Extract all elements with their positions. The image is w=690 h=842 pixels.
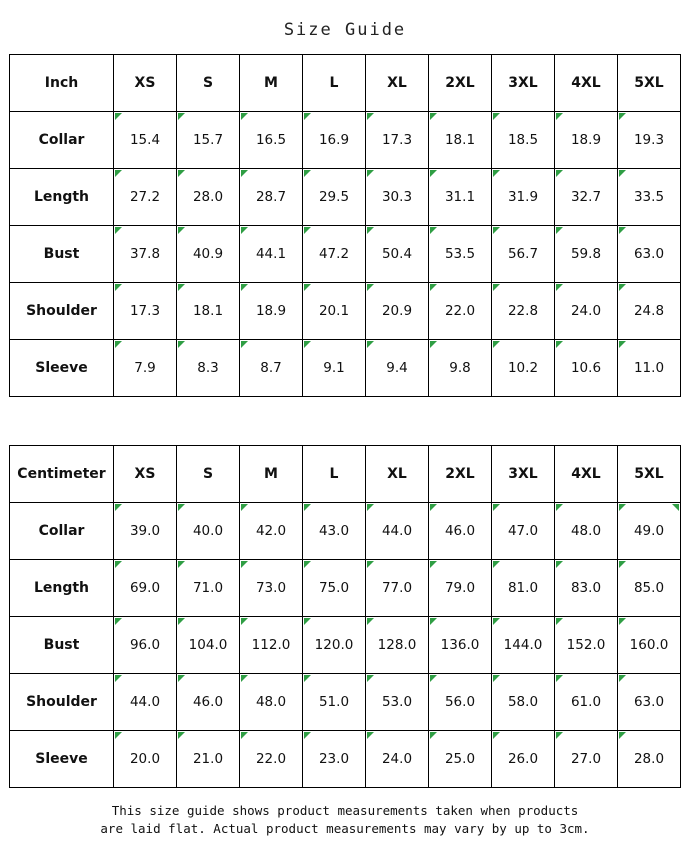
unit-label-inch: Inch (10, 55, 114, 112)
cell-value: 46.0 (177, 674, 240, 731)
size-header-2xl: 2XL (429, 446, 492, 503)
cell-value: 16.9 (303, 112, 366, 169)
cell-value: 11.0 (618, 340, 681, 397)
cell-value: 73.0 (240, 560, 303, 617)
cell-value: 48.0 (555, 503, 618, 560)
size-header-s: S (177, 446, 240, 503)
table-body-centimeter (10, 503, 681, 788)
cell-value: 31.1 (429, 169, 492, 226)
cell-value: 79.0 (429, 560, 492, 617)
size-header-xl: XL (366, 55, 429, 112)
cell-value: 25.0 (429, 731, 492, 788)
cell-value: 96.0 (114, 617, 177, 674)
row-label-length: Length (10, 560, 114, 617)
size-header-l: L (303, 446, 366, 503)
cell-value: 24.0 (555, 283, 618, 340)
cell-value: 48.0 (240, 674, 303, 731)
cell-value: 112.0 (240, 617, 303, 674)
cell-value: 51.0 (303, 674, 366, 731)
cell-value: 144.0 (492, 617, 555, 674)
size-header-2xl: 2XL (429, 55, 492, 112)
size-header-5xl: 5XL (618, 55, 681, 112)
cell-value: 63.0 (618, 226, 681, 283)
cell-value: 104.0 (177, 617, 240, 674)
cell-value: 46.0 (429, 503, 492, 560)
cell-value: 23.0 (303, 731, 366, 788)
row-label-length: Length (10, 169, 114, 226)
cell-value: 27.0 (555, 731, 618, 788)
cell-value: 24.0 (366, 731, 429, 788)
cell-value: 27.2 (114, 169, 177, 226)
cell-value: 10.2 (492, 340, 555, 397)
table-row (10, 340, 681, 397)
cell-value: 17.3 (366, 112, 429, 169)
cell-value: 40.9 (177, 226, 240, 283)
cell-value: 53.0 (366, 674, 429, 731)
size-header-m: M (240, 446, 303, 503)
footnote-line-2: are laid flat. Actual product measurements may vary by up to 3cm. (100, 821, 590, 837)
cell-value: 33.5 (618, 169, 681, 226)
cell-value: 136.0 (429, 617, 492, 674)
cell-value: 53.5 (429, 226, 492, 283)
cell-value: 40.0 (177, 503, 240, 560)
cell-value: 18.5 (492, 112, 555, 169)
cell-value: 56.0 (429, 674, 492, 731)
row-label-shoulder: Shoulder (10, 674, 114, 731)
cell-value: 15.4 (114, 112, 177, 169)
row-label-shoulder: Shoulder (10, 283, 114, 340)
size-header-4xl: 4XL (555, 446, 618, 503)
cell-value: 44.1 (240, 226, 303, 283)
size-header-l: L (303, 55, 366, 112)
cell-value: 9.4 (366, 340, 429, 397)
row-label-sleeve: Sleeve (10, 731, 114, 788)
cell-value: 47.0 (492, 503, 555, 560)
table-row (10, 731, 681, 788)
cell-value: 16.5 (240, 112, 303, 169)
cell-value: 8.3 (177, 340, 240, 397)
row-label-collar: Collar (10, 503, 114, 560)
cell-value: 61.0 (555, 674, 618, 731)
cell-value: 26.0 (492, 731, 555, 788)
size-header-xs: XS (114, 55, 177, 112)
cell-value: 8.7 (240, 340, 303, 397)
size-header-5xl: 5XL (618, 446, 681, 503)
cell-value: 29.5 (303, 169, 366, 226)
cell-value: 44.0 (114, 674, 177, 731)
cell-value: 59.8 (555, 226, 618, 283)
cell-value: 18.9 (240, 283, 303, 340)
cell-value: 22.0 (429, 283, 492, 340)
cell-value: 20.9 (366, 283, 429, 340)
table-row (10, 169, 681, 226)
table-separator (0, 397, 690, 445)
cell-value: 10.6 (555, 340, 618, 397)
cell-value: 47.2 (303, 226, 366, 283)
cell-value: 20.0 (114, 731, 177, 788)
cell-value: 22.0 (240, 731, 303, 788)
cell-value: 160.0 (618, 617, 681, 674)
cell-value: 42.0 (240, 503, 303, 560)
cell-value: 18.1 (177, 283, 240, 340)
unit-label-centimeter: Centimeter (10, 446, 114, 503)
cell-value: 44.0 (366, 503, 429, 560)
cell-value: 28.0 (618, 731, 681, 788)
size-header-xs: XS (114, 446, 177, 503)
cell-value: 77.0 (366, 560, 429, 617)
cell-value: 85.0 (618, 560, 681, 617)
cell-value: 43.0 (303, 503, 366, 560)
cell-value: 9.1 (303, 340, 366, 397)
cell-value: 24.8 (618, 283, 681, 340)
row-label-bust: Bust (10, 617, 114, 674)
footnote (25, 788, 665, 838)
cell-value: 32.7 (555, 169, 618, 226)
cell-value: 81.0 (492, 560, 555, 617)
cell-value: 15.7 (177, 112, 240, 169)
table-header-row (10, 55, 681, 112)
cell-value: 31.9 (492, 169, 555, 226)
cell-value: 63.0 (618, 674, 681, 731)
cell-value: 30.3 (366, 169, 429, 226)
cell-value: 19.3 (618, 112, 681, 169)
table-header-row (10, 446, 681, 503)
table-row (10, 560, 681, 617)
cell-value: 128.0 (366, 617, 429, 674)
table-body-inch (10, 112, 681, 397)
size-header-s: S (177, 55, 240, 112)
table-row (10, 617, 681, 674)
table-row (10, 112, 681, 169)
size-header-3xl: 3XL (492, 446, 555, 503)
cell-value: 120.0 (303, 617, 366, 674)
table-row (10, 503, 681, 560)
cell-value: 56.7 (492, 226, 555, 283)
size-header-m: M (240, 55, 303, 112)
cell-value: 50.4 (366, 226, 429, 283)
cell-value: 71.0 (177, 560, 240, 617)
cell-value: 49.0 (618, 503, 681, 560)
row-label-collar: Collar (10, 112, 114, 169)
cell-value: 18.9 (555, 112, 618, 169)
size-table-centimeter (9, 445, 681, 788)
cell-value: 58.0 (492, 674, 555, 731)
cell-value: 83.0 (555, 560, 618, 617)
page-title: Size Guide (283, 20, 407, 40)
cell-value: 17.3 (114, 283, 177, 340)
cell-value: 7.9 (114, 340, 177, 397)
cell-value: 37.8 (114, 226, 177, 283)
size-header-4xl: 4XL (555, 55, 618, 112)
row-label-sleeve: Sleeve (10, 340, 114, 397)
size-table-inch (9, 54, 681, 397)
cell-value: 28.0 (177, 169, 240, 226)
cell-value: 28.7 (240, 169, 303, 226)
table-row (10, 674, 681, 731)
footnote-line-1: This size guide shows product measurements taken when products (111, 803, 579, 818)
cell-value: 22.8 (492, 283, 555, 340)
table-row (10, 283, 681, 340)
cell-value: 20.1 (303, 283, 366, 340)
size-header-xl: XL (366, 446, 429, 503)
cell-value: 21.0 (177, 731, 240, 788)
table-row (10, 226, 681, 283)
table-header-centimeter (10, 446, 681, 503)
cell-value: 75.0 (303, 560, 366, 617)
table-header-inch (10, 55, 681, 112)
cell-value: 152.0 (555, 617, 618, 674)
cell-value: 69.0 (114, 560, 177, 617)
cell-value: 18.1 (429, 112, 492, 169)
size-header-3xl: 3XL (492, 55, 555, 112)
cell-value: 39.0 (114, 503, 177, 560)
row-label-bust: Bust (10, 226, 114, 283)
cell-value: 9.8 (429, 340, 492, 397)
